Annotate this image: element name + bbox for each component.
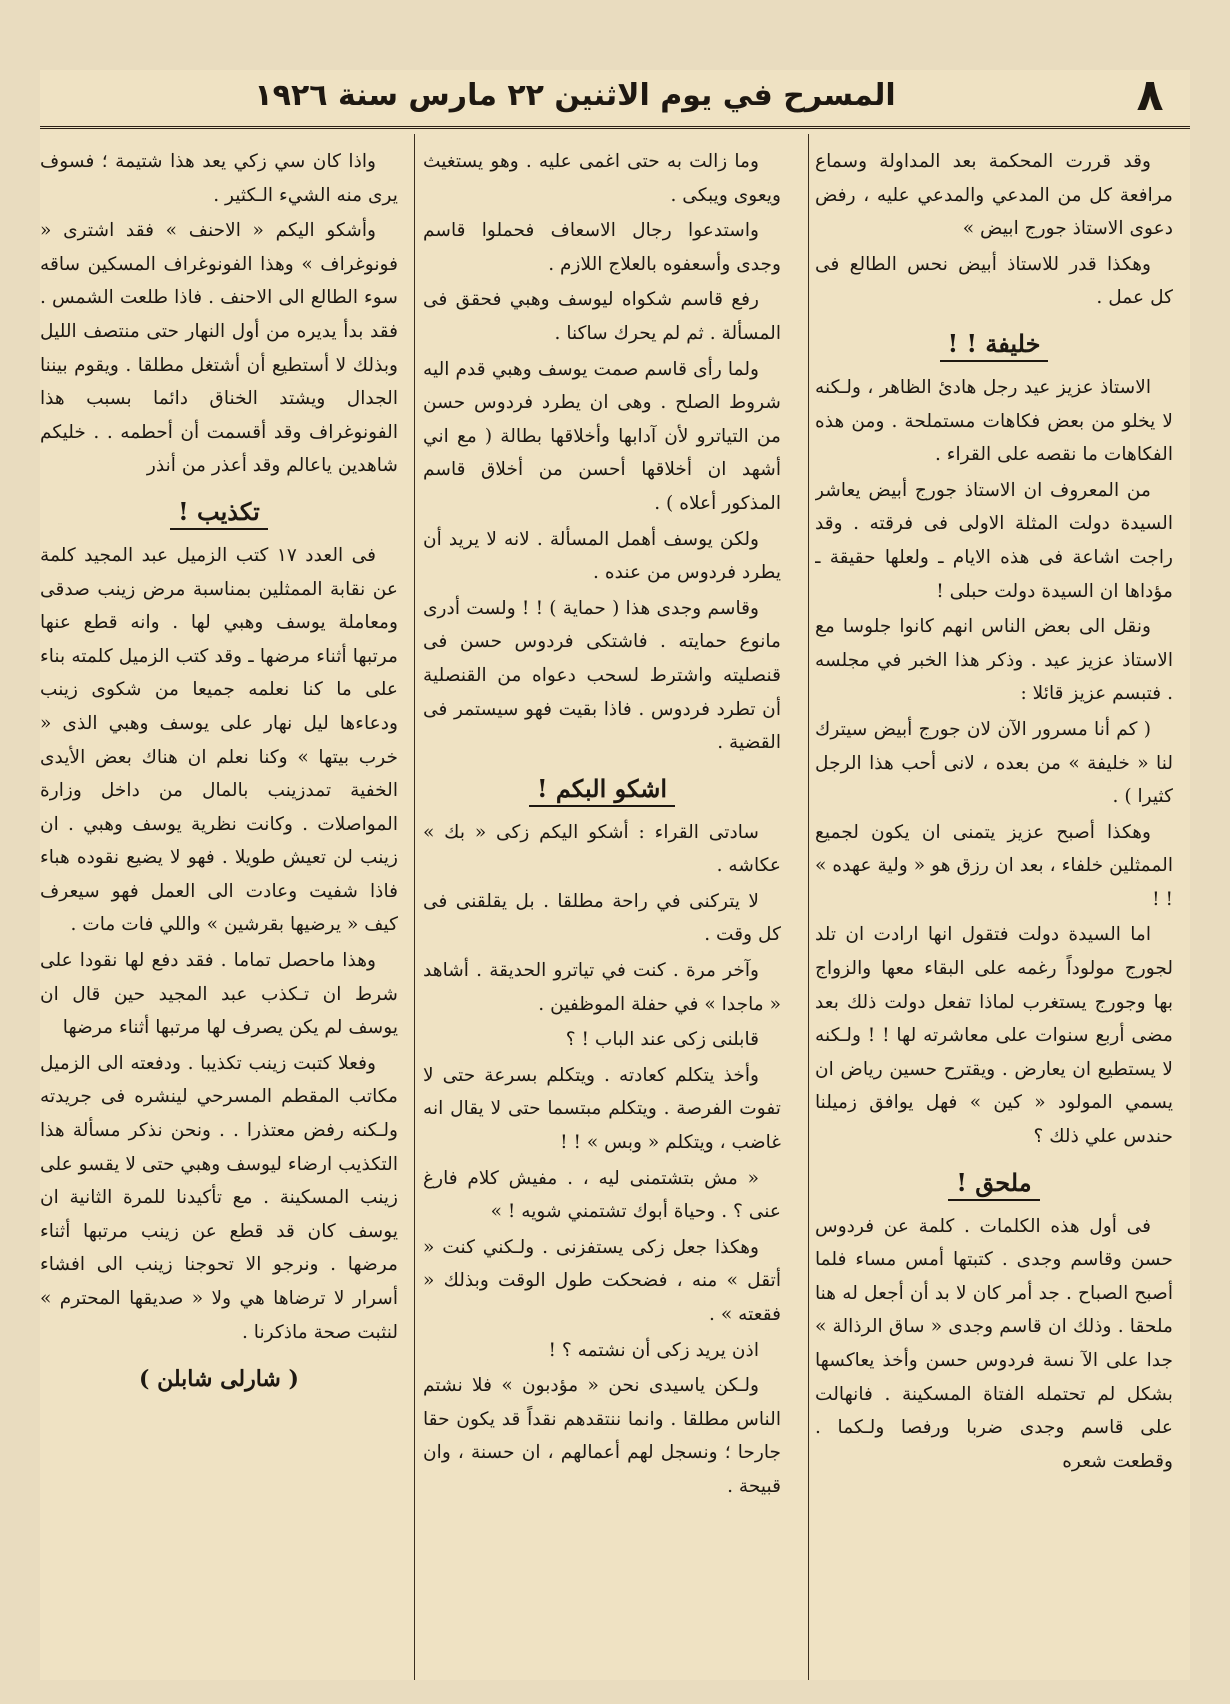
paragraph: واذا كان سي زكي يعد هذا شتيمة ؛ فسوف يرى منه الشيء الـكثير . xyxy=(40,151,398,206)
paragraph: ( كم أنا مسرور الآن لان جورج أبيض سيترك لنا « خليفة » من بعده ، لانى أحب هذا الرجل كثيرا ) . xyxy=(815,718,1173,808)
paragraph: وأخذ يتكلم كعادته . ويتكلم بسرعة حتى لا تفوت الفرصة . ويتكلم مبتسما حتى لا يقال انه غاضب ، ويتكلم « وبس » ! ! xyxy=(423,1064,781,1154)
paragraph: وما زالت به حتى اغمى عليه . وهو يستغيث ويعوى ويبكى . xyxy=(423,151,781,206)
paragraph: ولـكن ياسيدى نحن « مؤدبون » فلا نشتم الناس مطلقا . وانما ننتقدهم نقداً قد يكون حقا جارحا ؛ ونسجل لهم أعمالهم ، ان حسنة ، وان قبيحة . xyxy=(423,1375,781,1497)
page-header xyxy=(40,70,1190,120)
paragraph: قابلنى زكى عند الباب ! ؟ xyxy=(565,1029,759,1051)
paragraph: ونقل الى بعض الناس انهم كانوا جلوسا مع الاستاذ عزيز عيد . وذكر هذا الخبر في مجلسه . فتبسم عزيز قائلا : xyxy=(815,616,1173,705)
section-heading-ashku xyxy=(423,770,781,808)
page-title: المسرح في يوم الاثنين ٢٢ مارس سنة ١٩٢٦ xyxy=(254,77,896,113)
paragraph: سادتى القراء : أشكو اليكم زكى « بك » عكاشه . xyxy=(423,821,781,877)
author-signature: ( شارلى شابلن ) xyxy=(139,1366,299,1393)
paragraph: رفع قاسم شكواه ليوسف وهبي فحقق فى المسألة . ثم لم يحرك ساكنا . xyxy=(423,289,781,344)
column-divider-right xyxy=(808,134,809,1680)
header-rule xyxy=(40,126,1190,129)
paragraph: وهكذا قدر للاستاذ أبيض نحس الطالع فى كل عمل . xyxy=(815,253,1173,309)
heading-text: تكذيب ! xyxy=(170,497,268,530)
paragraph: « مش بتشتمنى ليه ، . مفيش كلام فارغ عنى ؟ . وحياة أبوك تشتمني شويه ! » xyxy=(423,1167,781,1223)
paragraph: وآخر مرة . كنت في تياترو الحديقة . أشاهد « ماجدا » في حفلة الموظفين . xyxy=(423,960,781,1015)
paragraph: لا يتركنى في راحة مطلقا . بل يقلقنى فى كل وقت . xyxy=(423,890,781,946)
paragraph: وأشكو اليكم « الاحنف » فقد اشترى « فونوغراف » وهذا الفونوغراف المسكين ساقه سوء الطالع الى الاحنف . فاذا طلعت الشمس . فقد بدأ يديره من أول النهار حتى منتصف الليل وبذلك لا أستطيع أن أشتغل مطلقا . ويقوم بيننا الجدال ويشتد الخناق دائما بسبب هذا الفونوغراف وقد أقسمت أن أحطمه . . خليكم شاهدين ياعالم وقد أعذر من أنذر xyxy=(40,220,398,477)
column-divider-left xyxy=(414,134,415,1680)
paragraph: من المعروف ان الاستاذ جورج أبيض يعاشر السيدة دولت المثلة الاولى فى فرقته . وقد راجت اشاعة فى هذه الايام ـ ولعلها حقيقة ـ مؤداها ان السيدة دولت حبلى ! xyxy=(815,479,1173,602)
heading-text: خليفة ! ! xyxy=(940,329,1049,362)
paragraph: وهذا ماحصل تماما . فقد دفع لها نقودا على شرط ان تـكذب عبد المجيد حين قال ان يوسف لم يكن يصرف لها مرتبها أثناء مرضها xyxy=(40,950,398,1039)
column-right xyxy=(815,145,1173,1675)
paragraph: الاستاذ عزيز عيد رجل هادئ الظاهر ، ولـكنه لا يخلو من بعض فكاهات مستملحة . ومن هذه الفكاهات ما نقصه على القراء . xyxy=(815,376,1173,466)
paragraph: اذن يريد زكى أن نشتمه ؟ ! xyxy=(548,1339,759,1361)
paragraph: فى أول هذه الكلمات . كلمة عن فردوس حسن وقاسم وجدى . كتبتها أمس مساء فلما أصبح الصباح . جد أمر كان لا بد أن أجعل له هنا ملحقا . وذلك ان قاسم وجدى « ساق الرذالة » جدا على الآ نسة فردوس حسن وأخذ يعاكسها بشكل لم تحتمله الفتاة المسكينة . فانهالت على قاسم وجدى ضربا ورفصا ولـكما . وقطعت شعره xyxy=(815,1215,1173,1472)
paragraph: وهكذا جعل زكى يستفزنى . ولـكني كنت « أتقل » منه ، فضحكت طول الوقت وبذلك « فقعته » . xyxy=(423,1236,781,1325)
paragraph: وفعلا كتبت زينب تكذيبا . ودفعته الى الزميل مكاتب المقطم المسرحي لينشره فى جريدته ولـكنه رفض معتذرا . . ونحن نذكر مسألة هذا التكذيب ارضاء ليوسف وهبي حتى لا يقسو على زينب المسكينة . مع تأكيدنا للمرة الثانية ان يوسف كان قد قطع عن زينب مرتبها أثناء مرضها . ونرجو الا تحوجنا زينب الى افشاء أسرار لا ترضاها هي ولا « صديقها المحترم » لنثبت صحة ماذكرنا . xyxy=(40,1052,398,1343)
section-heading-khalifa xyxy=(815,325,1173,363)
column-middle xyxy=(423,145,781,1675)
paragraph: وهكذا أصبح عزيز يتمنى ان يكون لجميع الممثلين خلفاء ، بعد ان رزق هو « ولية عهده » ! ! xyxy=(815,821,1173,910)
page-number: ٨ xyxy=(1136,69,1164,121)
heading-text: اشكو البكم ! xyxy=(529,774,675,807)
column-left xyxy=(40,145,398,1675)
paragraph: وقاسم وجدى هذا ( حماية ) ! ! ولست أدرى مانوع حمايته . فاشتكى فردوس حسن فى قنصليته واشترط لسحب دعواه من القنصلية أن تطرد فردوس . فاذا بقيت فهو سيستمر فى القضية . xyxy=(423,597,781,754)
paragraph: اما السيدة دولت فتقول انها ارادت ان تلد لجورج مولوداً رغمه على البقاء معها والزواج بها وجورج يستغرب لماذا تفعل دولت ذلك بعد مضى أربع سنوات على معاشرته لها ! ! ولـكنه لا يستطيع ان يعارض . ويقترح حسين رياض ان يسمي المولود « كين » فهل يوافق زميلنا حندس علي ذلك ؟ xyxy=(815,924,1173,1148)
paragraph: وقد قررت المحكمة بعد المداولة وسماع مرافعة كل من المدعي والمدعي عليه ، رفض دعوى الاستاذ جورج ابيض » xyxy=(815,151,1173,240)
section-heading-mulhaq xyxy=(815,1164,1173,1202)
paragraph: واستدعوا رجال الاسعاف فحملوا قاسم وجدى وأسعفوه بالعلاج اللازم . xyxy=(423,220,781,275)
paragraph: ولكن يوسف أهمل المسألة . لانه لا يريد أن يطرد فردوس من عنده . xyxy=(423,528,781,584)
paragraph: ولما رأى قاسم صمت يوسف وهبي قدم اليه شروط الصلح . وهى ان يطرد فردوس حسن من التياترو لأن آدابها وأخلاقها بطالة ( مع اني أشهد ان أخلاقها أحسن من أخلاق قاسم المذكور أعلاه ) . xyxy=(423,358,781,514)
section-heading-takdheeb xyxy=(40,493,398,531)
paragraph: فى العدد ١٧ كتب الزميل عبد المجيد كلمة عن نقابة الممثلين بمناسبة مرض زينب صدقى ومعاملة يوسف وهبي لها . وانه قطع عنها مرتبها أثناء مرضها ـ وقد كتب الزميل كلمته بناء على ما كنا نعلمه جميعا من شكوى زينب ودعاءها ليل نهار على يوسف وهبي الذى « خرب بيتها » وكنا نعلم ان هناك بعض الأيدى الخفية تمدزينب بالمال من داخل وزارة المواصلات . وكانت نظرية يوسف وهبي . ان زينب لن تعيش طويلا . فهو لا يضيع نقوده هباء فاذا شفيت وعادت الى العمل فهو سيعرف كيف « يرضيها بقرشين » واللي فات مات . xyxy=(40,544,398,936)
heading-text: ملحق ! xyxy=(948,1168,1039,1201)
